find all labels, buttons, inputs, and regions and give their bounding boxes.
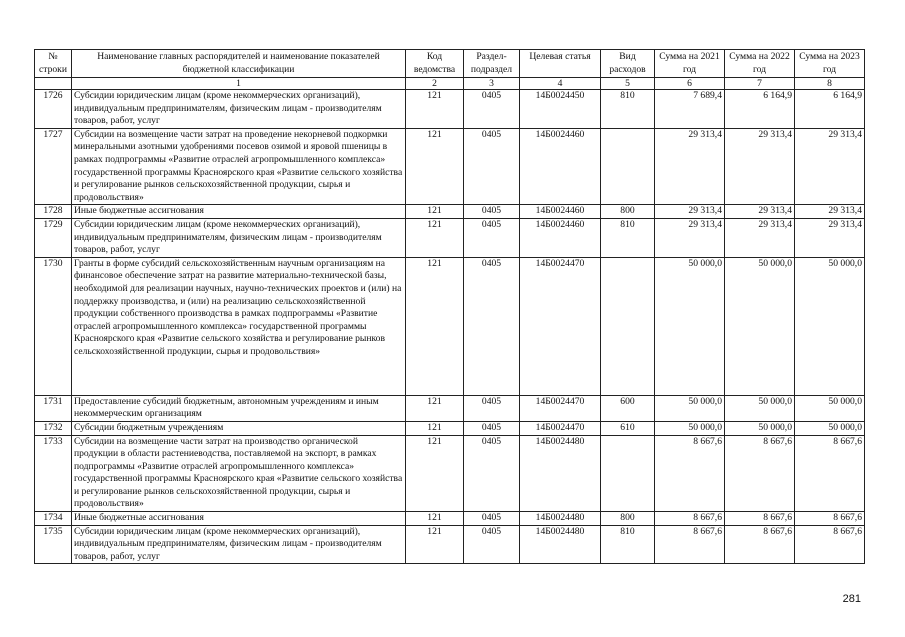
row-target-item: 14Б0024460 — [520, 205, 601, 219]
table-header-row — [35, 50, 865, 78]
row-target-item: 14Б0024470 — [520, 421, 601, 435]
header-section: Раздел-подраздел — [464, 50, 520, 78]
column-index-row — [35, 78, 865, 90]
row-number: 1729 — [35, 218, 72, 257]
row-sum-2021: 50 000,0 — [655, 395, 725, 421]
row-section: 0405 — [464, 90, 520, 129]
row-sum-2023: 50 000,0 — [795, 395, 865, 421]
row-name: Иные бюджетные ассигнования — [72, 512, 406, 526]
table-row — [35, 257, 865, 395]
row-section: 0405 — [464, 512, 520, 526]
row-target-item: 14Б0024450 — [520, 90, 601, 129]
row-sum-2022: 8 667,6 — [725, 435, 795, 512]
row-sum-2023: 8 667,6 — [795, 512, 865, 526]
row-section: 0405 — [464, 395, 520, 421]
row-sum-2022: 29 313,4 — [725, 218, 795, 257]
row-sum-2023: 29 313,4 — [795, 128, 865, 205]
row-sum-2021: 50 000,0 — [655, 257, 725, 395]
table-row — [35, 205, 865, 219]
table-row — [35, 435, 865, 512]
row-name: Субсидии на возмещение части затрат на производство органической продукции в области растениеводства, поставляемой на экспорт, в рамках подпрограммы «Развитие отраслей агропромышленного комплекса» государственной программы Красноярского края «Развитие сельского хозяйства и регулирование рынков сельскохозяйственной продукции, сырья и продовольствия» — [72, 435, 406, 512]
column-index: 3 — [464, 78, 520, 90]
header-target-item: Целевая статья — [520, 50, 601, 78]
row-department-code: 121 — [406, 205, 464, 219]
row-name: Субсидии юридическим лицам (кроме некоммерческих организаций), индивидуальным предпринимателям, физическим лицам - производителям товаров, работ, услуг — [72, 218, 406, 257]
row-expense-type: 610 — [601, 421, 655, 435]
row-department-code: 121 — [406, 525, 464, 564]
row-number: 1734 — [35, 512, 72, 526]
header-sum-2021: Сумма на 2021 год — [655, 50, 725, 78]
row-department-code: 121 — [406, 421, 464, 435]
row-number: 1733 — [35, 435, 72, 512]
header-sum-2022: Сумма на 2022 год — [725, 50, 795, 78]
row-sum-2021: 50 000,0 — [655, 421, 725, 435]
table-row — [35, 421, 865, 435]
row-department-code: 121 — [406, 435, 464, 512]
row-department-code: 121 — [406, 90, 464, 129]
row-department-code: 121 — [406, 395, 464, 421]
row-sum-2023: 6 164,9 — [795, 90, 865, 129]
row-sum-2021: 29 313,4 — [655, 205, 725, 219]
row-number: 1731 — [35, 395, 72, 421]
row-sum-2023: 50 000,0 — [795, 421, 865, 435]
row-department-code: 121 — [406, 128, 464, 205]
row-sum-2023: 8 667,6 — [795, 525, 865, 564]
row-name: Субсидии бюджетным учреждениям — [72, 421, 406, 435]
header-department-code: Код ведомства — [406, 50, 464, 78]
row-expense-type: 800 — [601, 512, 655, 526]
header-sum-2023: Сумма на 2023 год — [795, 50, 865, 78]
row-sum-2021: 8 667,6 — [655, 525, 725, 564]
row-sum-2022: 8 667,6 — [725, 512, 795, 526]
row-sum-2022: 50 000,0 — [725, 257, 795, 395]
row-sum-2022: 50 000,0 — [725, 395, 795, 421]
row-department-code: 121 — [406, 257, 464, 395]
row-number: 1728 — [35, 205, 72, 219]
budget-table — [34, 49, 865, 564]
row-expense-type: 810 — [601, 218, 655, 257]
row-section: 0405 — [464, 128, 520, 205]
column-index: 8 — [795, 78, 865, 90]
row-name: Иные бюджетные ассигнования — [72, 205, 406, 219]
header-expense-type: Вид расходов — [601, 50, 655, 78]
row-name: Субсидии юридическим лицам (кроме некоммерческих организаций), индивидуальным предпринимателям, физическим лицам - производителям товаров, работ, услуг — [72, 525, 406, 564]
column-index: 6 — [655, 78, 725, 90]
row-expense-type: 810 — [601, 90, 655, 129]
row-sum-2022: 29 313,4 — [725, 128, 795, 205]
header-name: Наименование главных распорядителей и наименование показателей бюджетной классификации — [72, 50, 406, 78]
row-target-item: 14Б0024470 — [520, 257, 601, 395]
row-expense-type — [601, 128, 655, 205]
row-target-item: 14Б0024460 — [520, 218, 601, 257]
table-row — [35, 128, 865, 205]
row-expense-type — [601, 257, 655, 395]
row-sum-2022: 50 000,0 — [725, 421, 795, 435]
row-number: 1735 — [35, 525, 72, 564]
row-sum-2023: 29 313,4 — [795, 218, 865, 257]
row-sum-2021: 29 313,4 — [655, 128, 725, 205]
row-name: Субсидии на возмещение части затрат на проведение некорневой подкормки минеральными азотными удобрениями посевов озимой и яровой пшеницы в рамках подпрограммы «Развитие отраслей агропромышленного комплекса» государственной программы Красноярского края «Развитие сельского хозяйства и регулирование рынков сельскохозяйственной продукции, сырья и продовольствия» — [72, 128, 406, 205]
row-sum-2023: 8 667,6 — [795, 435, 865, 512]
row-target-item: 14Б0024480 — [520, 512, 601, 526]
row-number: 1727 — [35, 128, 72, 205]
row-sum-2023: 50 000,0 — [795, 257, 865, 395]
row-expense-type — [601, 435, 655, 512]
table-row — [35, 90, 865, 129]
row-name: Предоставление субсидий бюджетным, автономным учреждениям и иным некоммерческим организациям — [72, 395, 406, 421]
column-index: 7 — [725, 78, 795, 90]
table-row — [35, 395, 865, 421]
column-index: 5 — [601, 78, 655, 90]
row-number: 1726 — [35, 90, 72, 129]
row-expense-type: 810 — [601, 525, 655, 564]
row-expense-type: 800 — [601, 205, 655, 219]
row-sum-2023: 29 313,4 — [795, 205, 865, 219]
row-target-item: 14Б0024480 — [520, 525, 601, 564]
row-target-item: 14Б0024470 — [520, 395, 601, 421]
row-target-item: 14Б0024460 — [520, 128, 601, 205]
row-department-code: 121 — [406, 218, 464, 257]
row-section: 0405 — [464, 421, 520, 435]
table-row — [35, 512, 865, 526]
row-sum-2022: 8 667,6 — [725, 525, 795, 564]
column-index: 4 — [520, 78, 601, 90]
row-expense-type: 600 — [601, 395, 655, 421]
row-number: 1730 — [35, 257, 72, 395]
column-index: 1 — [72, 78, 406, 90]
row-section: 0405 — [464, 218, 520, 257]
row-department-code: 121 — [406, 512, 464, 526]
row-section: 0405 — [464, 525, 520, 564]
header-row-number: № строки — [35, 50, 72, 78]
column-index: 2 — [406, 78, 464, 90]
row-name: Субсидии юридическим лицам (кроме некоммерческих организаций), индивидуальным предпринимателям, физическим лицам - производителям товаров, работ, услуг — [72, 90, 406, 129]
row-sum-2021: 8 667,6 — [655, 512, 725, 526]
row-section: 0405 — [464, 257, 520, 395]
row-number: 1732 — [35, 421, 72, 435]
page-number: 281 — [842, 593, 861, 605]
row-sum-2022: 6 164,9 — [725, 90, 795, 129]
row-section: 0405 — [464, 205, 520, 219]
row-name: Гранты в форме субсидий сельскохозяйственным научным организациям на финансовое обеспечение затрат на развитие материально-технической базы, необходимой для реализации научных, научно-технических проектов и (или) на поддержку производства, и (или) на реализацию сельскохозяйственной продукции собственного производства в рамках подпрограммы «Развитие отраслей агропромышленного комплекса» государственной программы Красноярского края «Развитие сельского хозяйства и регулирование рынков сельскохозяйственной продукции, сырья и продовольствия» — [72, 257, 406, 395]
table-row — [35, 218, 865, 257]
row-section: 0405 — [464, 435, 520, 512]
row-sum-2021: 8 667,6 — [655, 435, 725, 512]
row-target-item: 14Б0024480 — [520, 435, 601, 512]
table-row — [35, 525, 865, 564]
row-sum-2021: 29 313,4 — [655, 218, 725, 257]
column-index — [35, 78, 72, 90]
row-sum-2022: 29 313,4 — [725, 205, 795, 219]
row-sum-2021: 7 689,4 — [655, 90, 725, 129]
